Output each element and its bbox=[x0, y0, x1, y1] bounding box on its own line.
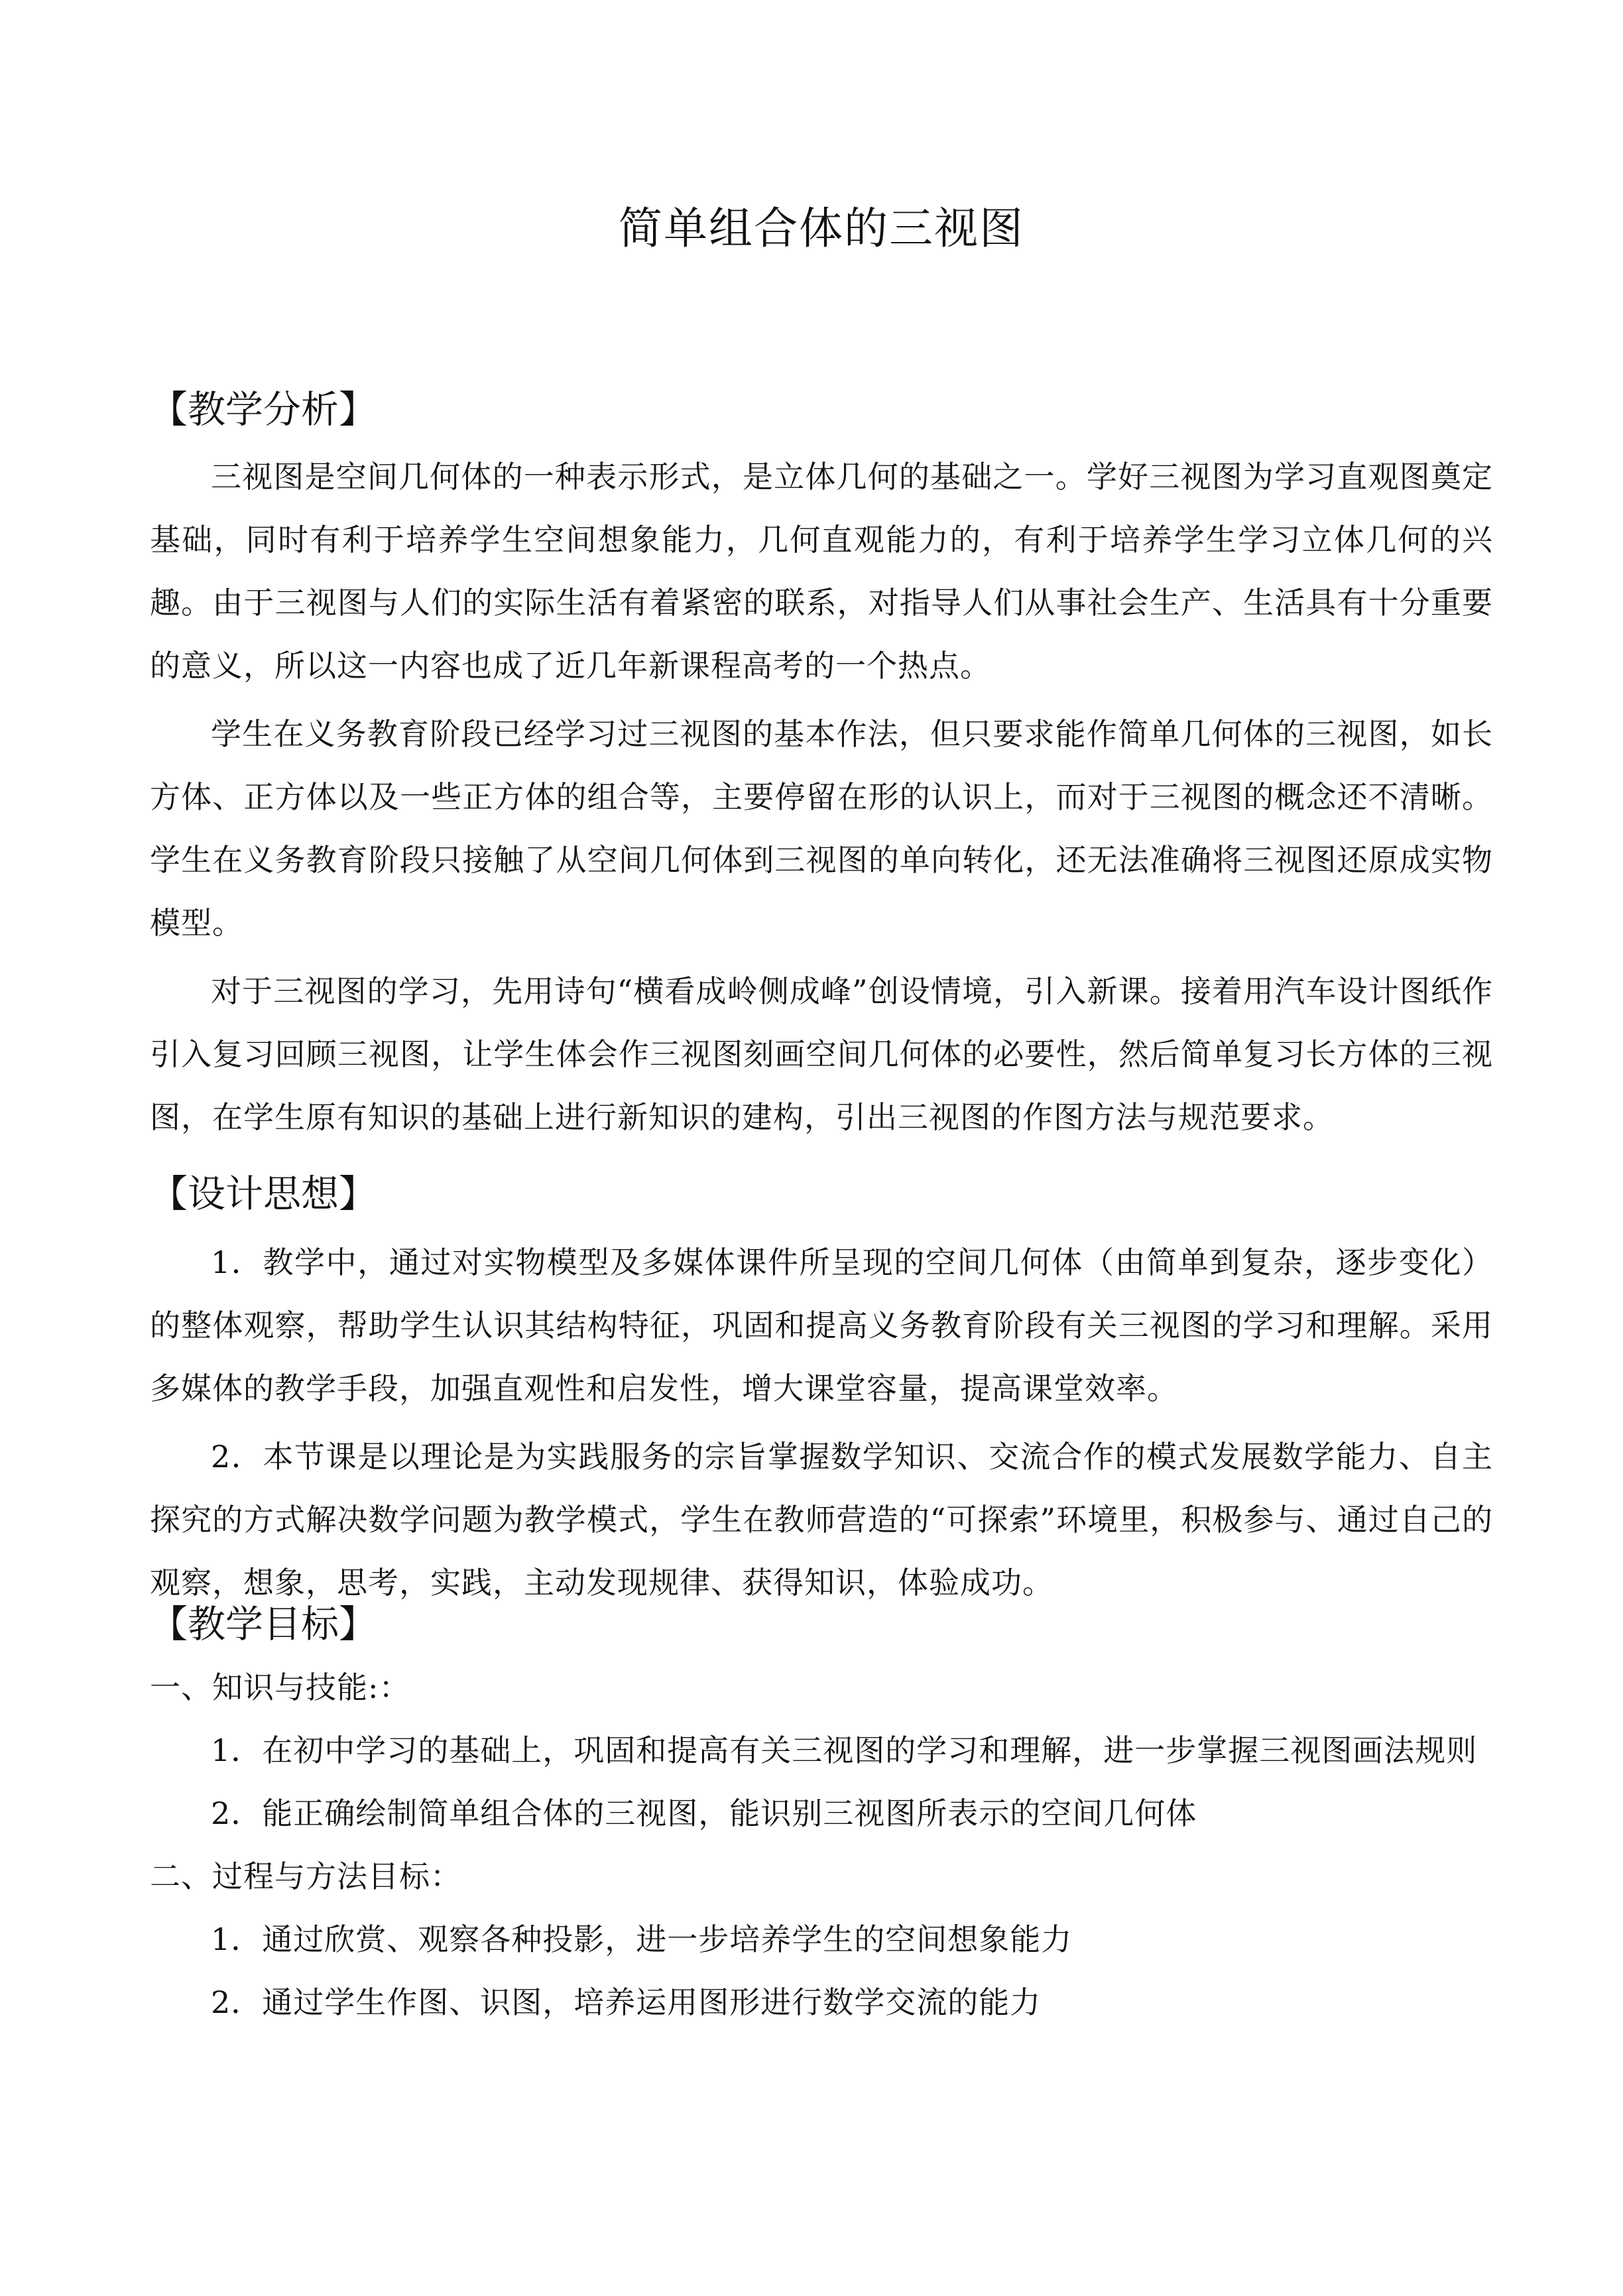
section-design-body bbox=[150, 1231, 1493, 1614]
goals-subheading-process: 二、过程与方法目标： bbox=[150, 1858, 461, 1894]
goals-process-item-2: 2．通过学生作图、识图，培养运用图形进行数学交流的能力 bbox=[211, 1984, 1042, 2020]
design-paragraph-1: 1．教学中，通过对实物模型及多媒体课件所呈现的空间几何体（由简单到复杂，逐步变化）的整体观察，帮助学生认识其结构特征，巩固和提高义务教育阶段有关三视图的学习和理解。采用多媒体的教学手段，加强直观性和启发性，增大课堂容量，提高课堂效率。 bbox=[150, 1244, 1493, 1406]
section-heading-goals: 【教学目标】 bbox=[150, 1602, 377, 1646]
analysis-paragraph-1: 三视图是空间几何体的一种表示形式，是立体几何的基础之一。学好三视图为学习直观图奠定基础，同时有利于培养学生空间想象能力，几何直观能力的，有利于培养学生学习立体几何的兴趣。由于三视图与人们的实际生活有着紧密的联系，对指导人们从事社会生产、生活具有十分重要的意义，所以这一内容也成了近几年新课程高考的一个热点。 bbox=[150, 459, 1493, 684]
design-paragraph-2: 2．本节课是以理论是为实践服务的宗旨掌握数学知识、交流合作的模式发展数学能力、自主探究的方式解决数学问题为教学模式，学生在教师营造的“可探索”环境里，积极参与、通过自己的观察，想象，思考，实践，主动发现规律、获得知识，体验成功。 bbox=[150, 1439, 1493, 1601]
goals-knowledge-item-1: 1．在初中学习的基础上，巩固和提高有关三视图的学习和理解，进一步掌握三视图画法规则 bbox=[211, 1732, 1478, 1768]
analysis-paragraph-3: 对于三视图的学习，先用诗句“横看成岭侧成峰”创设情境，引入新课。接着用汽车设计图纸作引入复习回顾三视图，让学生体会作三视图刻画空间几何体的必要性，然后简单复习长方体的三视图，在学生原有知识的基础上进行新知识的建构，引出三视图的作图方法与规范要求。 bbox=[150, 973, 1493, 1135]
analysis-paragraph-2: 学生在义务教育阶段已经学习过三视图的基本作法，但只要求能作简单几何体的三视图，如长方体、正方体以及一些正方体的组合等，主要停留在形的认识上，而对于三视图的概念还不清晰。学生在义务教育阶段只接触了从空间几何体到三视图的单向转化，还无法准确将三视图还原成实物模型。 bbox=[150, 716, 1493, 941]
section-heading-design: 【设计思想】 bbox=[150, 1172, 377, 1216]
goals-process-item-1: 1．通过欣赏、观察各种投影，进一步培养学生的空间想象能力 bbox=[211, 1921, 1073, 1957]
section-heading-analysis: 【教学分析】 bbox=[150, 388, 377, 432]
goals-knowledge-item-2: 2．能正确绘制简单组合体的三视图，能识别三视图所表示的空间几何体 bbox=[211, 1795, 1197, 1831]
section-goals-body bbox=[150, 1656, 1493, 2034]
page-title: 简单组合体的三视图 bbox=[619, 203, 1024, 254]
goals-subheading-knowledge: 一、知识与技能:： bbox=[150, 1669, 410, 1705]
section-analysis-body bbox=[150, 446, 1493, 1149]
